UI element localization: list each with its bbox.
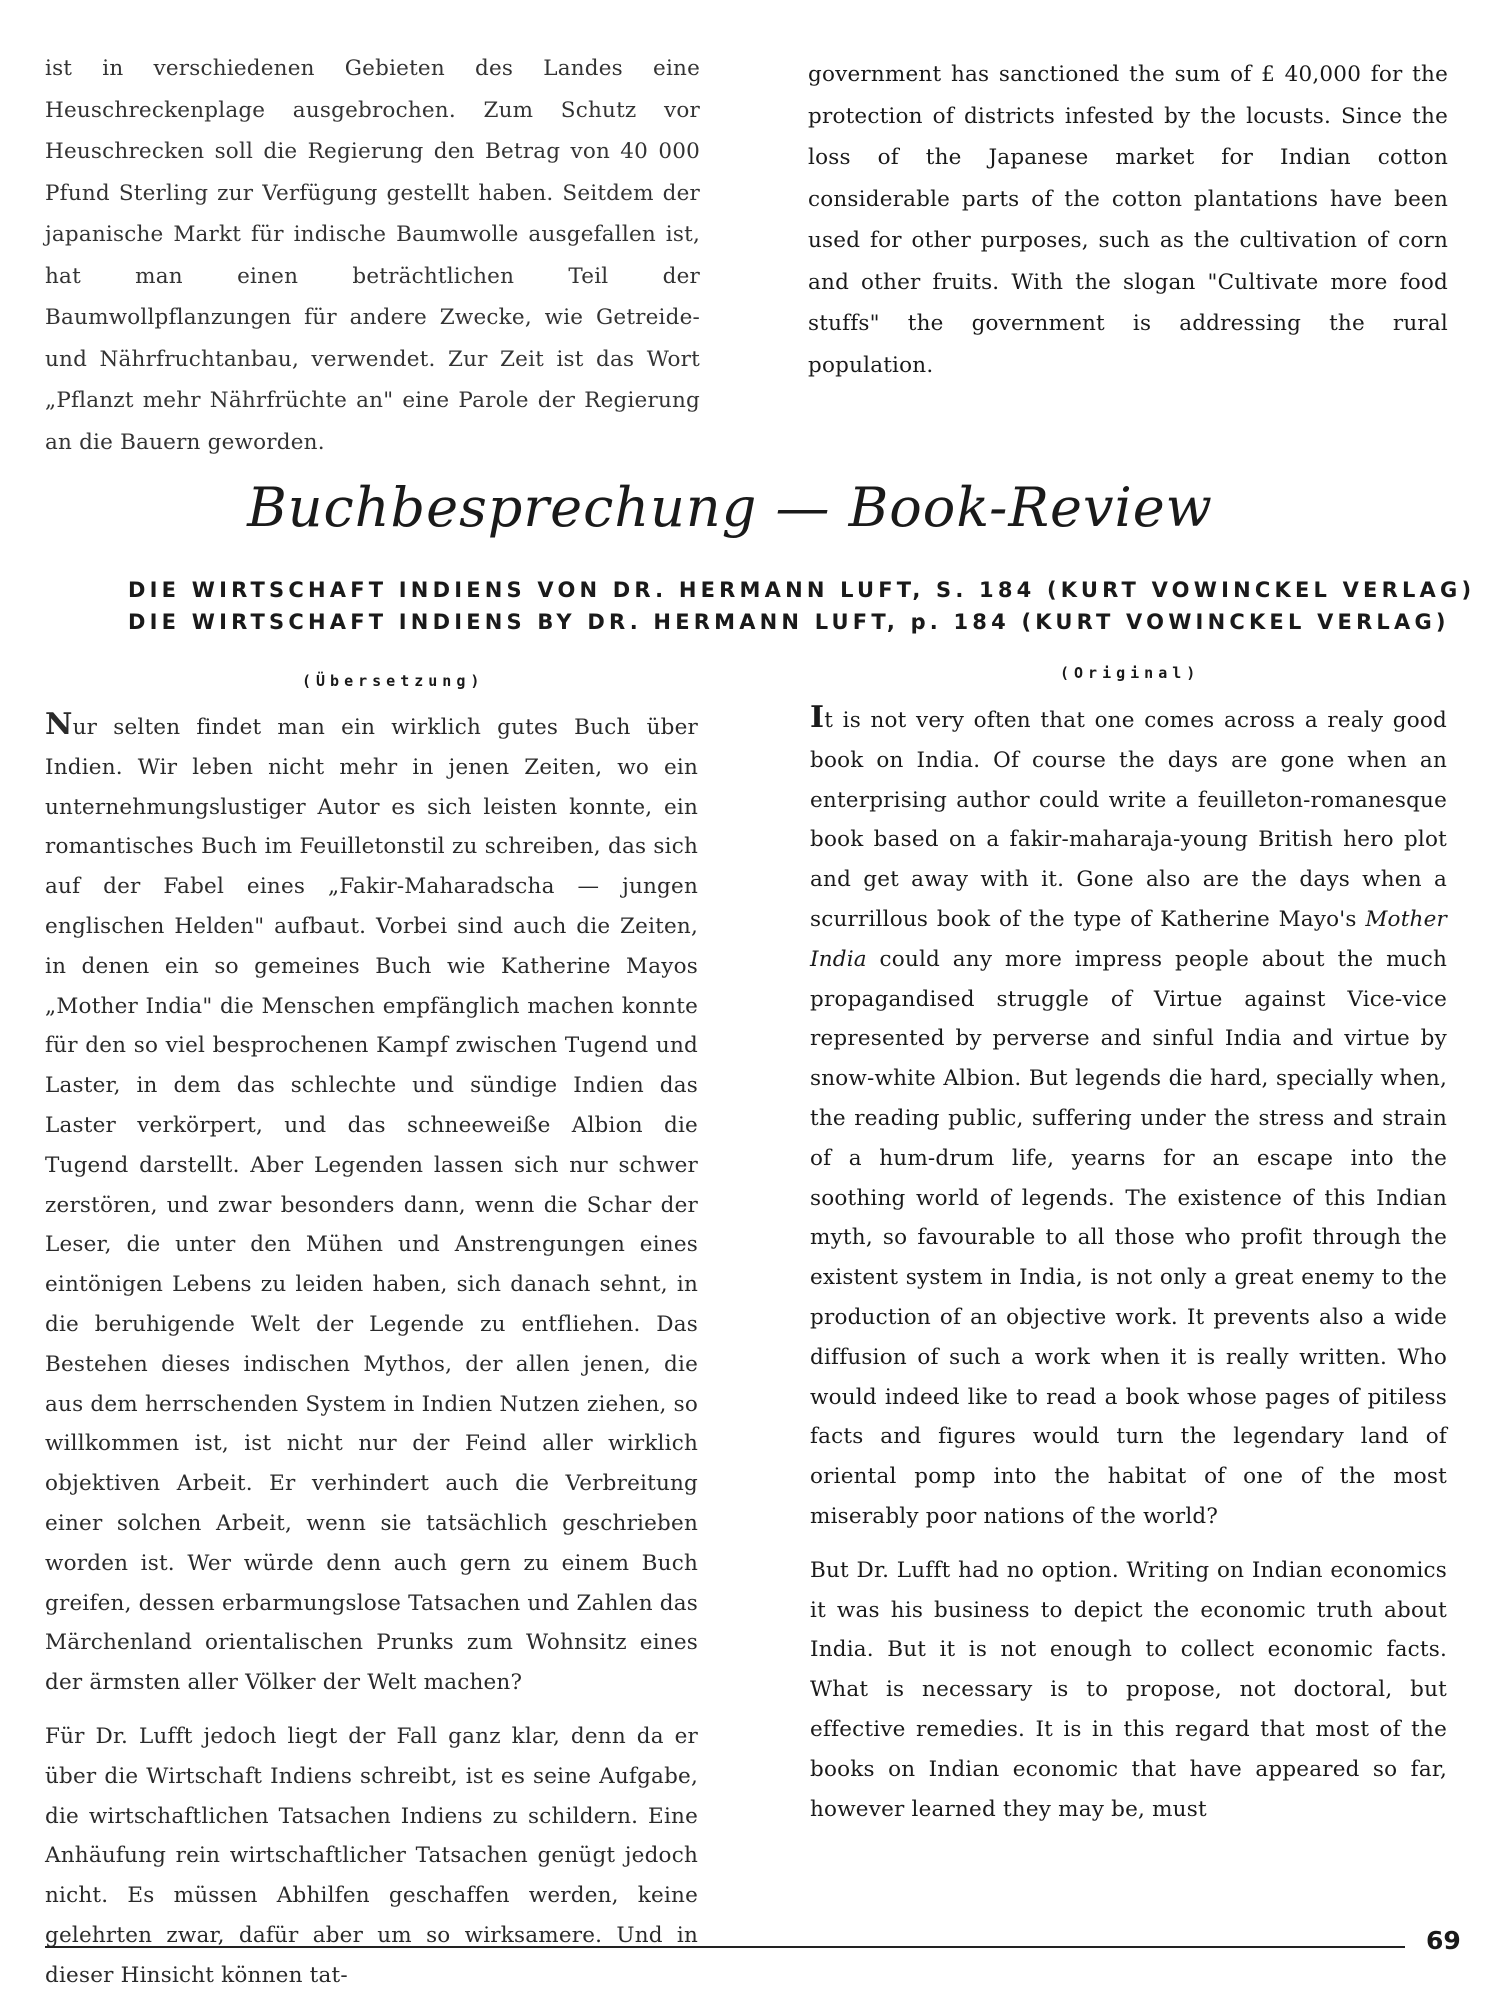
- drop-initial: N: [45, 707, 73, 742]
- page-number: 69: [1426, 1926, 1461, 1955]
- book-subtitle-german: DIE WIRTSCHAFT INDIENS VON DR. HERMANN LUFT, S. 184 (KURT VOWINCKEL VERLAG): [128, 578, 1476, 602]
- top-german-paragraph: ist in verschiedenen Gebieten des Landes eine Heuschreckenplage ausgebrochen. Zum Schutz vor Heuschrecken soll die Regierung den Betrag von 40 000 Pfund Sterling zur Verfügung gestellt haben. Seitdem der japanische Markt für indische Baumwolle ausgefallen ist, hat man einen beträchtlichen Teil der Baumwollpflanzungen für andere Zwecke, wie Getreide- und Nährfruchtanbau, verwendet. Zur Zeit ist das Wort „Pflanzt mehr Nährfrüchte an" eine Parole der Regierung an die Bauern geworden.: [45, 56, 700, 455]
- review-title: Buchbesprechung — Book-Review: [247, 476, 1213, 539]
- drop-initial: I: [810, 700, 825, 735]
- german-paragraph-1: [45, 705, 698, 1703]
- english-paragraph-1-end: could any more impress people about the much propagandised struggle of Virtue against Vice-vice represented by perverse and sinful India and virtue by snow-white Albion. But legends die hard, specially when, the reading public, suffering under the stress and strain of a hum-drum life, yearns for an escape into the soothing world of legends. The existence of this Indian myth, so favourable to all those who profit through the existent system in India, is not only a great enemy to the production of an objective work. It prevents also a wide diffusion of such a work when it is really written. Who would indeed like to read a book whose pages of pitiless facts and figures would turn the legendary land of oriental pomp into the habitat of one of the most miserably poor nations of the world?: [810, 946, 1447, 1529]
- book-title-italic: Mother India: [810, 906, 1447, 972]
- english-paragraph-1: [810, 698, 1447, 1537]
- english-paragraph-2: But Dr. Lufft had no option. Writing on Indian economics it was his business to depict the economic truth about India. But it is not enough to collect economic facts. What is necessary is to propose, not doctoral, but effective remedies. It is in this regard that most of the books on Indian economic that have appeared so far, however learned they may be, must: [810, 1557, 1447, 1822]
- translation-label: (Übersetzung): [302, 672, 485, 690]
- original-label: (Original): [1060, 664, 1201, 682]
- german-review-column: [45, 705, 698, 2010]
- german-paragraph-1-text: ur selten findet man ein wirklich gutes Buch über Indien. Wir leben nicht mehr in jenen Zeiten, wo ein unternehmungslustiger Autor es sich leisten konnte, ein romantisches Buch im Feuilletonstil zu schreiben, das sich auf der Fabel eines „Fakir-Maharadscha — jungen englischen Helden" aufbaut. Vorbei sind auch die Zeiten, in denen ein so gemeines Buch wie Katherine Mayos „Mother India" die Menschen empfänglich machen konnte für den so viel besprochenen Kampf zwischen Tugend und Laster, in dem das schlechte und sündige Indien das Laster verkörpert, und das schneeweiße Albion die Tugend darstellt. Aber Legenden lassen sich nur schwer zerstören, und zwar besonders dann, wenn die Schar der Leser, die unter den Mühen und Anstrengungen eines eintönigen Lebens zu leiden haben, sich danach sehnt, in die beruhigende Welt der Legende zu entfliehen. Das Bestehen dieses indischen Mythos, der allen jenen, die aus dem herrschenden System in Indien Nutzen ziehen, so willkommen ist, ist nicht nur der Feind aller wirklich objektiven Arbeit. Er verhindert auch die Verbreitung einer solchen Arbeit, wenn sie tatsächlich geschrieben worden ist. Wer würde denn auch gern zu einem Buch greifen, dessen erbarmungslose Tatsachen und Zahlen das Märchenland orientalischen Prunks zum Wohnsitz eines der ärmsten aller Völker der Welt machen?: [45, 715, 699, 1696]
- top-english-paragraph: government has sanctioned the sum of £ 40,000 for the protection of districts infested by the locusts. Since the loss of the Japanese market for Indian cotton considerable parts of the cotton plantations have been used for other purposes, such as the cultivation of corn and other fruits. With the slogan "Cultivate more food stuffs" the government is addressing the rural population.: [808, 62, 1448, 378]
- book-subtitle-english: DIE WIRTSCHAFT INDIENS BY DR. HERMANN LUFT, p. 184 (KURT VOWINCKEL VERLAG): [128, 610, 1450, 634]
- english-review-column: [810, 698, 1447, 1843]
- german-paragraph-2: Für Dr. Lufft jedoch liegt der Fall ganz klar, denn da er über die Wirtschaft Indiens schreibt, ist es seine Aufgabe, die wirtschaftlichen Tatsachen Indiens zu schildern. Eine Anhäufung rein wirtschaftlicher Tatsachen genügt jedoch nicht. Es müssen Abhilfen geschaffen werden, keine gelehrten zwar, dafür aber um so wirksamere. Und in dieser Hinsicht können tat-: [45, 1723, 698, 1988]
- footer-rule: [45, 1946, 1405, 1948]
- english-paragraph-1-text: t is not very often that one comes across a realy good book on India. Of course the days are gone when an enterprising author could write a feuilleton-romanesque book based on a fakir-maharaja-young British hero plot and get away with it. Gone also are the days when a scurrillous book of the type of Katherine Mayo's: [810, 708, 1447, 932]
